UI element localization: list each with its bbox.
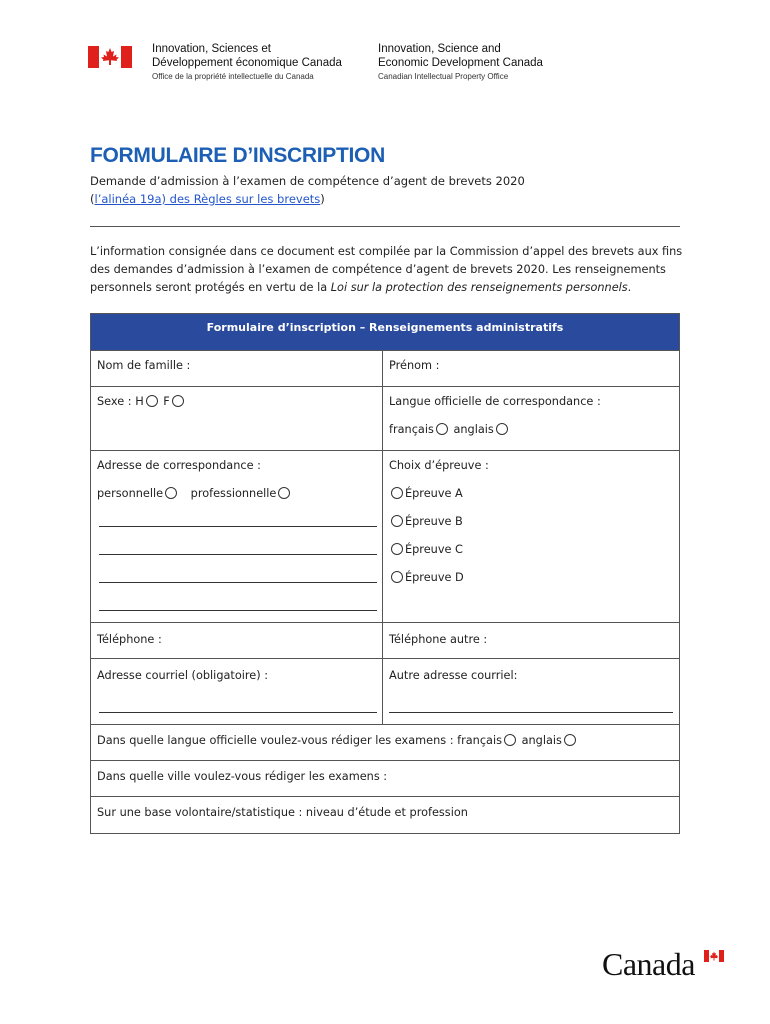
divider [90, 226, 680, 227]
lang-english-radio[interactable] [496, 423, 508, 435]
sex-question: Sexe : H F [97, 395, 186, 409]
subtitle: Demande d’admission à l’examen de compétence d’agent de brevets 2020 (l’alinéa 19a) des Règles sur les brevets) [90, 174, 525, 206]
address-professional-radio[interactable] [278, 487, 290, 499]
first-name-field[interactable]: Prénom : [389, 359, 440, 372]
email-line[interactable] [99, 712, 377, 713]
lang-french-radio[interactable] [436, 423, 448, 435]
exam-city-field[interactable]: Dans quelle ville voulez-vous rédiger les examens : [97, 770, 388, 783]
privacy-act-title: Loi sur la protection des renseignements personnels [330, 281, 628, 294]
divider [91, 658, 679, 659]
regulation-link[interactable]: l’alinéa 19a) des Règles sur les brevets [94, 192, 321, 206]
canada-flag-icon [88, 46, 132, 68]
registration-form [90, 313, 680, 834]
address-line-1[interactable] [99, 526, 377, 527]
education-field[interactable]: Sur une base volontaire/statistique : niveau d’étude et profession [97, 806, 468, 819]
department-name-fr: Innovation, Sciences et Développement économique Canada Office de la propriété intellectuelle du Canada [152, 42, 372, 82]
sex-female-radio[interactable] [172, 395, 184, 407]
address-line-3[interactable] [99, 582, 377, 583]
email-other-line[interactable] [389, 712, 673, 713]
exam-b-option: Épreuve B [389, 515, 463, 529]
address-personal-radio[interactable] [165, 487, 177, 499]
department-name-en: Innovation, Science and Economic Development Canada Canadian Intellectual Property Office [378, 42, 598, 82]
exam-c-radio[interactable] [391, 543, 403, 555]
divider [91, 386, 679, 387]
exam-lang-french-radio[interactable] [504, 734, 516, 746]
exam-a-option: Épreuve A [389, 487, 463, 501]
exam-c-option: Épreuve C [389, 543, 463, 557]
government-header [88, 40, 688, 90]
correspondence-language-options: français anglais [389, 423, 510, 437]
exam-d-radio[interactable] [391, 571, 403, 583]
office-name-fr: Office de la propriété intellectuelle du Canada [152, 72, 314, 81]
phone-field[interactable]: Téléphone : [97, 633, 162, 646]
divider [91, 622, 679, 623]
page-title: FORMULAIRE D’INSCRIPTION [90, 144, 385, 167]
divider [91, 450, 679, 451]
email-other-label: Autre adresse courriel: [389, 669, 518, 682]
address-line-4[interactable] [99, 610, 377, 611]
last-name-field[interactable]: Nom de famille : [97, 359, 191, 372]
intro-paragraph: L’information consignée dans ce document est compilée par la Commission d’appel des brevets aux fins des demandes d’admission à l’examen de compétence d’agent de brevets 2020. Les renseignements personnels seront protégés en vertu de la Loi sur la protection des renseignements personnels. [90, 245, 683, 294]
divider [91, 760, 679, 761]
divider [91, 796, 679, 797]
sex-male-radio[interactable] [146, 395, 158, 407]
exam-lang-english-radio[interactable] [564, 734, 576, 746]
exam-d-option: Épreuve D [389, 571, 464, 585]
address-line-2[interactable] [99, 554, 377, 555]
exam-language-question: Dans quelle langue officielle voulez-vous rédiger les examens : français anglais [97, 734, 578, 748]
correspondence-language-label: Langue officielle de correspondance : [389, 395, 601, 408]
address-label: Adresse de correspondance : [97, 459, 261, 472]
form-header: Formulaire d’inscription – Renseignements administratifs [91, 314, 679, 350]
canada-flag-icon [704, 950, 724, 962]
office-name-en: Canadian Intellectual Property Office [378, 72, 509, 81]
exam-b-radio[interactable] [391, 515, 403, 527]
phone-other-field[interactable]: Téléphone autre : [389, 633, 488, 646]
divider [91, 350, 679, 351]
exam-a-radio[interactable] [391, 487, 403, 499]
exam-choice-label: Choix d’épreuve : [389, 459, 489, 472]
address-type-options: personnelle professionnelle [97, 487, 292, 501]
divider [91, 724, 679, 725]
email-label: Adresse courriel (obligatoire) : [97, 669, 269, 682]
column-divider [382, 350, 383, 724]
canada-wordmark: Canada [602, 946, 695, 982]
